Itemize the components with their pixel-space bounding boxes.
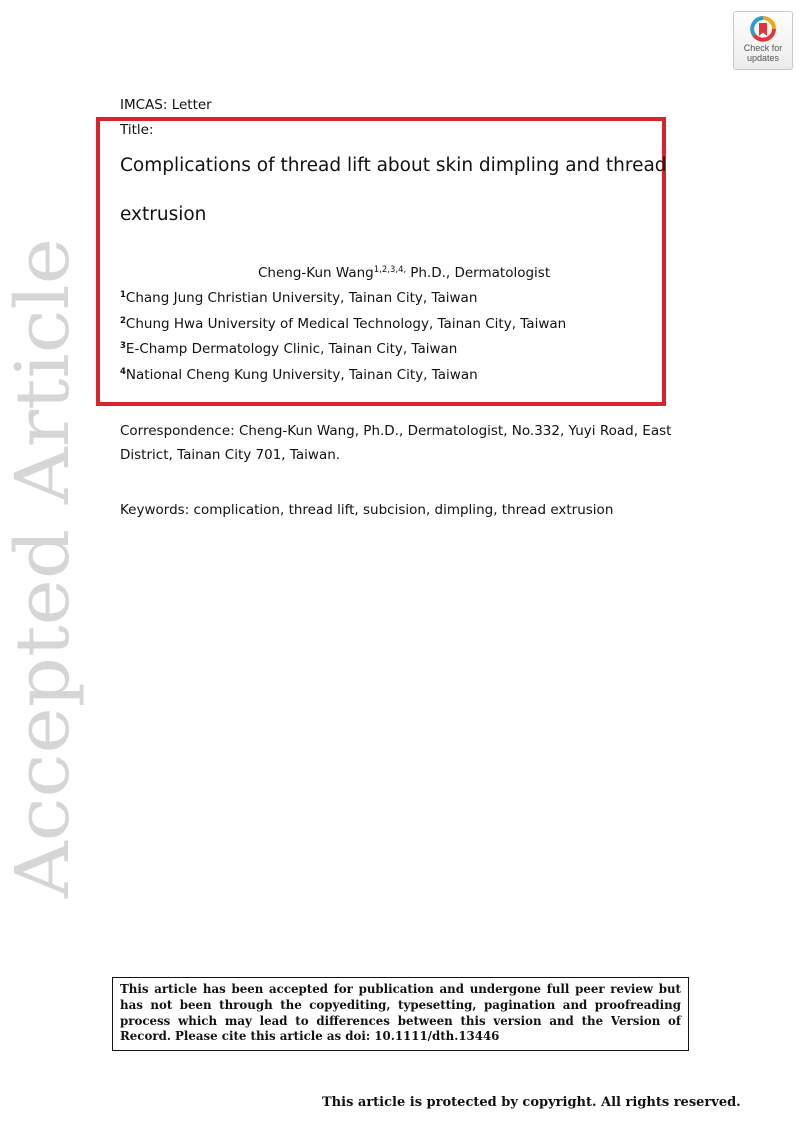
affiliation-1 xyxy=(120,290,477,306)
publication-notice: This article has been accepted for publication and undergone full peer review but has not been through the copyediting, typesetting, pagination and proofreading process which may lead to differences between this version and the Version of Record. Please cite this article as doi: 10.1111/dth.13446 xyxy=(112,977,689,1051)
badge-line2: updates xyxy=(746,53,780,63)
affiliation-3-sup: 3 xyxy=(120,341,126,351)
check-for-updates-badge[interactable] xyxy=(733,11,793,70)
article-type: IMCAS: Letter xyxy=(120,97,212,113)
correspondence: Correspondence: Cheng-Kun Wang, Ph.D., Dermatologist, No.332, Yuyi Road, East District, Tainan City 701, Taiwan. xyxy=(120,423,672,463)
affiliation-3 xyxy=(120,341,457,357)
paper-title-line1: Complications of thread lift about skin dimpling and thread xyxy=(120,155,667,176)
author-name: Cheng-Kun Wang xyxy=(258,265,374,281)
accepted-article-watermark xyxy=(0,235,86,900)
check-updates-icon xyxy=(751,17,775,43)
author-superscripts: 1,2,3,4, xyxy=(373,265,407,275)
affiliation-4-sup: 4 xyxy=(120,367,126,377)
keywords: Keywords: complication, thread lift, subcision, dimpling, thread extrusion xyxy=(120,502,614,518)
affiliation-2 xyxy=(120,316,566,332)
affiliation-2-sup: 2 xyxy=(120,316,126,326)
watermark-text: Accepted Article xyxy=(0,274,86,898)
author-credentials: Ph.D., Dermatologist xyxy=(410,265,551,281)
affiliation-1-text: Chang Jung Christian University, Tainan City, Taiwan xyxy=(125,290,478,306)
author-line xyxy=(258,265,550,281)
title-label: Title: xyxy=(120,122,154,138)
paper-title-line2: extrusion xyxy=(120,204,207,225)
affiliation-4 xyxy=(120,367,478,383)
affiliation-2-text: Chung Hwa University of Medical Technology, Tainan City, Taiwan xyxy=(125,316,567,332)
affiliation-1-sup: 1 xyxy=(120,290,126,300)
badge-line1: Check for xyxy=(743,43,783,53)
affiliation-4-text: National Cheng Kung University, Tainan City, Taiwan xyxy=(125,367,478,383)
copyright-footer: This article is protected by copyright. All rights reserved. xyxy=(322,1095,741,1110)
affiliation-3-text: E-Champ Dermatology Clinic, Tainan City, Taiwan xyxy=(125,341,458,357)
